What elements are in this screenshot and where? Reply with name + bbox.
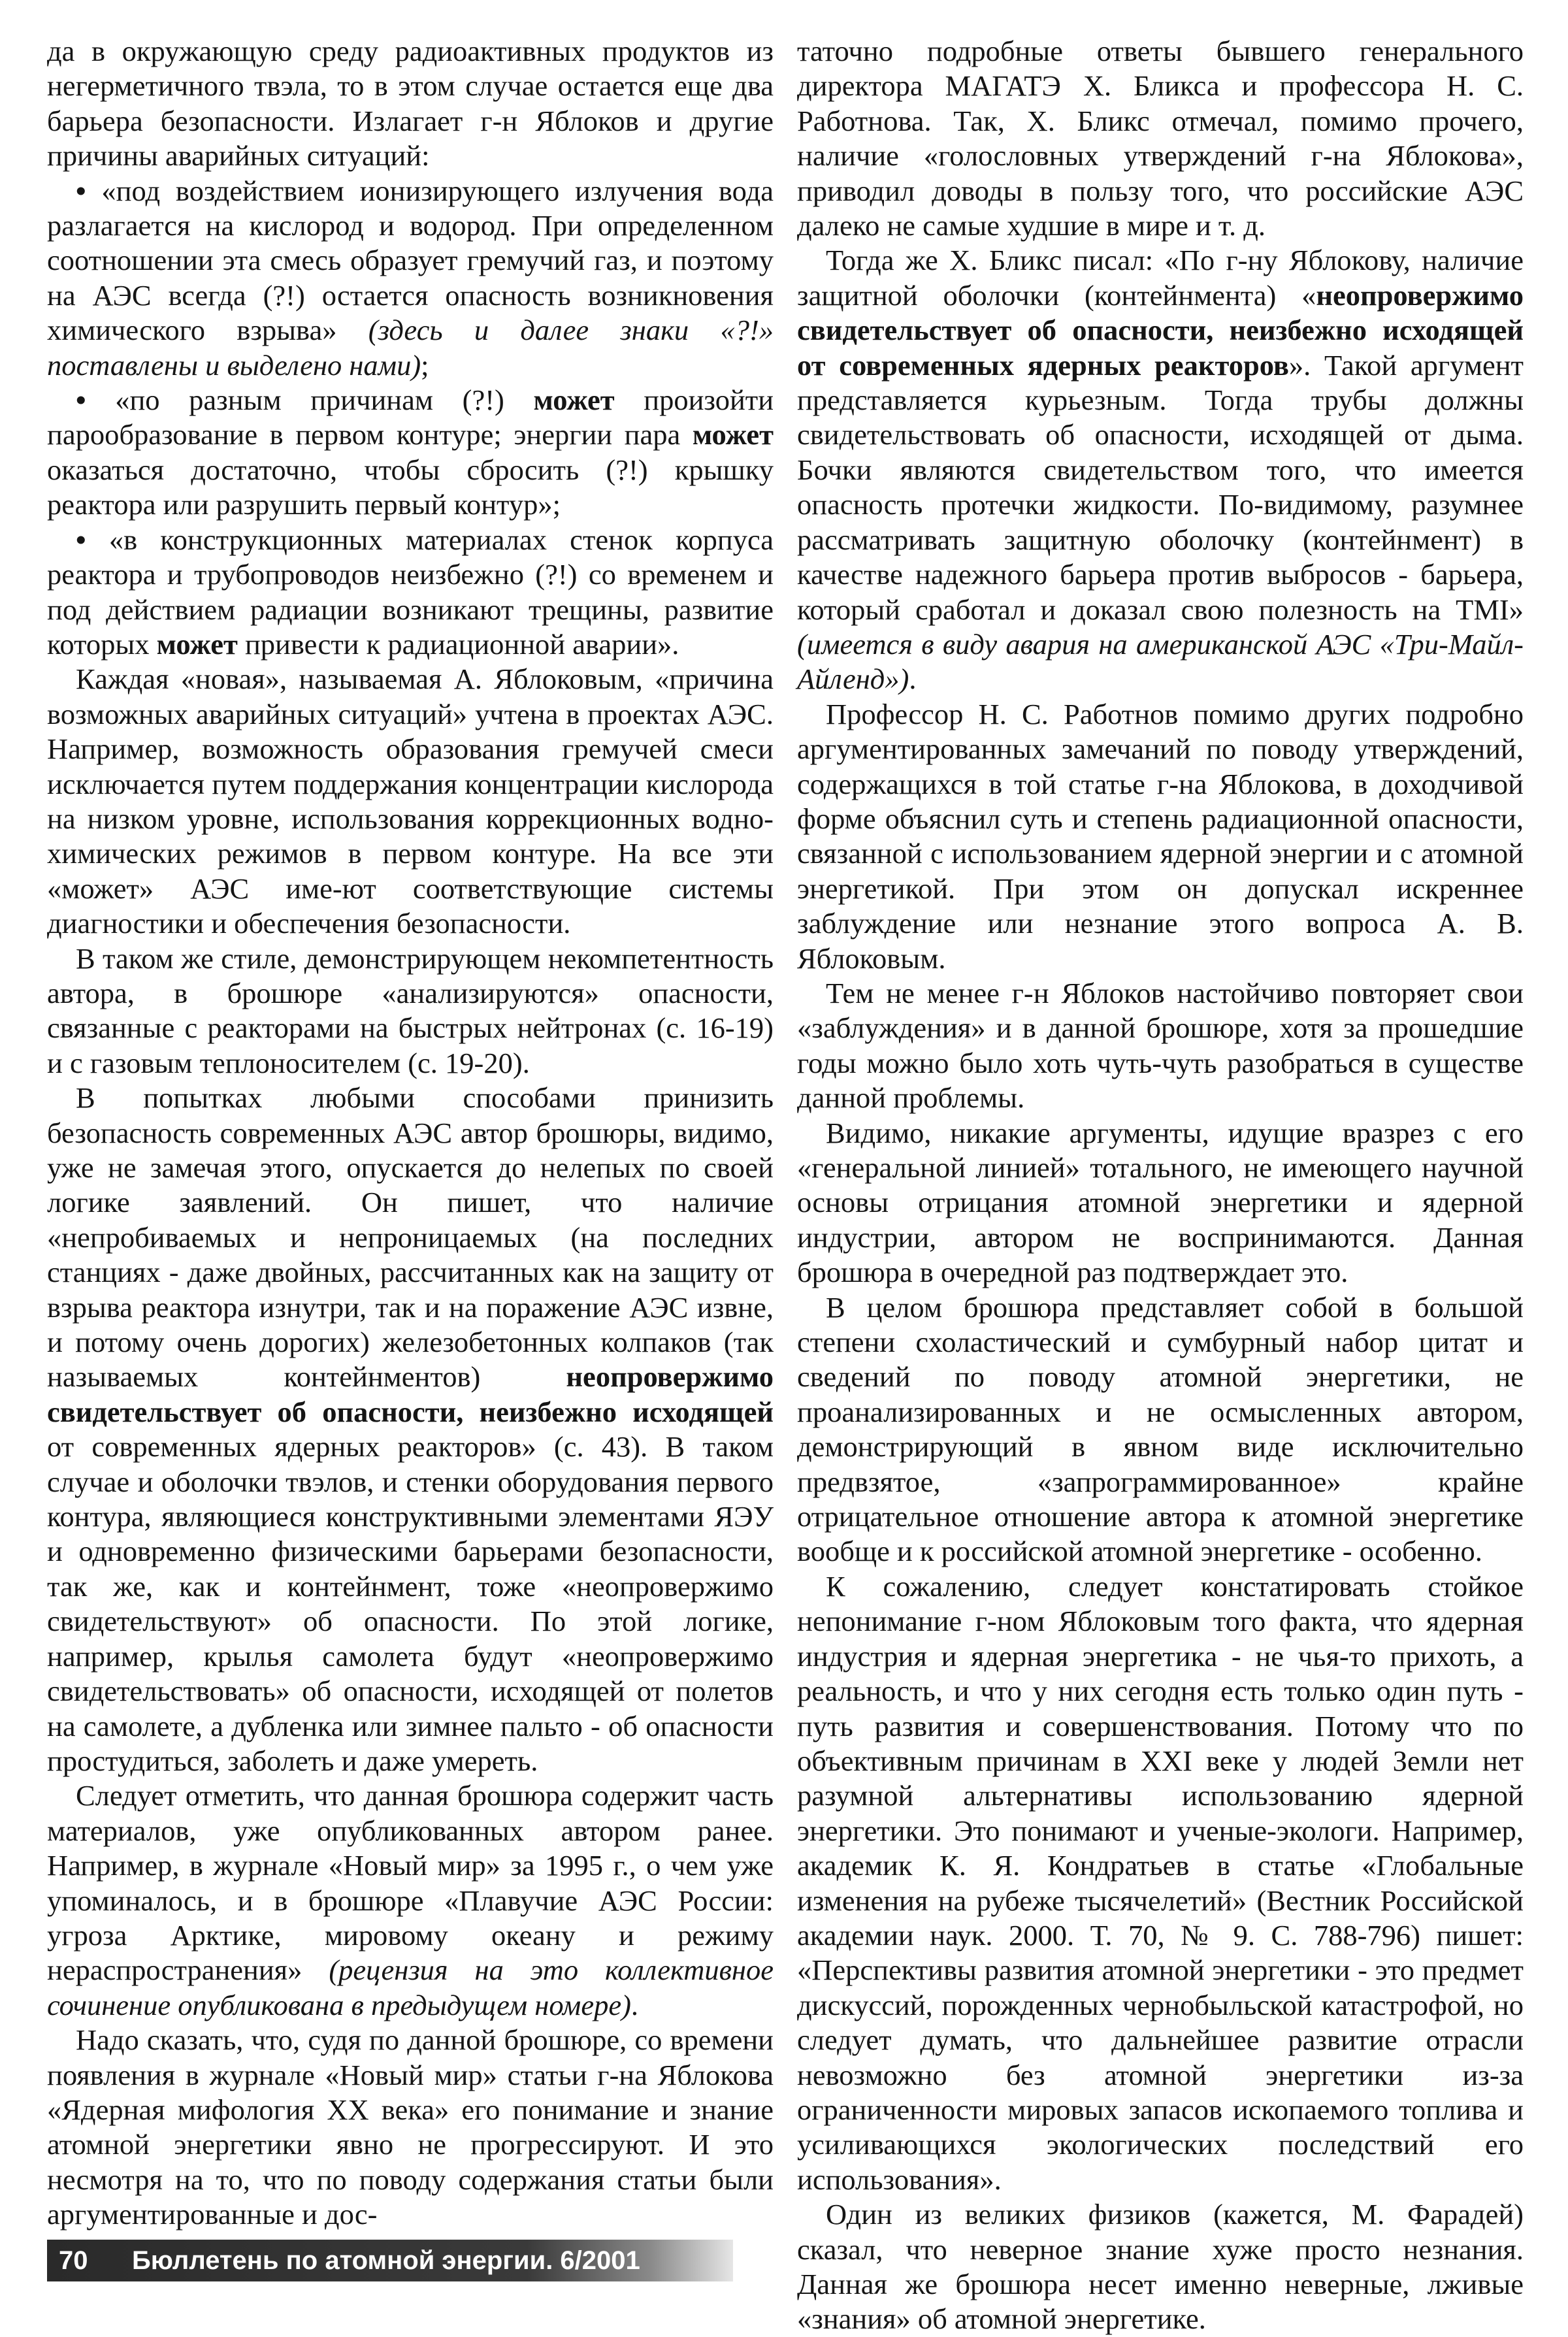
paragraph: Тем не менее г-н Яблоков настойчиво повторяет свои «заблуждения» и в данной брошюре, хотя за прошедшие годы можно было хоть чуть-чуть разобраться в существе данной проблемы. bbox=[797, 976, 1524, 1115]
paragraph: да в окружающую среду радиоактивных продуктов из негерметичного твэла, то в этом случае остается еще два барьера безопасности. Излагает г-н Яблоков и другие причины аварийных ситуаций: bbox=[47, 35, 774, 172]
paragraph: Каждая «новая», называемая А. Яблоковым, «причина возможных аварийных ситуаций» учтена в проектах АЭС. Например, возможность образования гремучей смеси исключается путем поддержания концентрации кислорода на низком уровне, использования коррекционных водно-химических режимов в первом контуре. На все эти «может» АЭС име-ют соответствующие системы диагностики и обеспечения безопасности. bbox=[47, 662, 774, 940]
paragraph: К сожалению, следует констатировать стойкое непонимание г-ном Яблоковым того факта, что ядерная индустрия и ядерная энергетика - не чья-то прихоть, а реальность, и что у них сегодня есть только один путь - путь развития и совершенствования. Потому что по объективным причинам в XXI веке у людей Земли нет разумной альтернативы использованию ядерной энергетики. Это понимают и ученые-экологи. Например, академик К. Я. Кондратьев в статье «Глобальные изменения на рубеже тысячелетий» (Вестник Российской академии наук. 2000. Т. 70, № 9. С. 788-796) пишет: «Перспективы развития атомной энергетики - это предмет дискуссий, порожденных чернобыльской катастрофой, но следует думать, что дальнейшее развитие отрасли невозможно без атомной энергетики из-за ограниченности мировых запасов ископаемого топлива и усиливающихся экологических последствий его использования». bbox=[797, 1569, 1524, 2196]
paragraph: Профессор Н. С. Работнов помимо других подробно аргументированных замечаний по поводу утверждений, содержащихся в той статье г-на Яблокова, в доходчивой форме объяснил суть и степень радиационной опасности, связанной с использованием ядерной энергии и с атомной энергетикой. При этом он допускал искреннее заблуждение или незнание этого вопроса А. В. Яблоковым. bbox=[797, 697, 1524, 975]
bullet-item: • «в конструкционных материалах стенок корпуса реактора и трубопроводов неизбежно (?!) со временем и под действием радиации возникают трещины, развитие которых может привести к радиационной аварии». bbox=[47, 523, 774, 661]
bullet-item: • «по разным причинам (?!) может произойти парообразование в первом контуре; энергии пара может оказаться достаточно, чтобы сбросить (?!) крышку реактора или разрушить первый контур»; bbox=[47, 384, 774, 521]
editor-note: (рецензия на это коллективное сочинение опубликована в предыдущем номере) bbox=[47, 1953, 774, 2021]
bullet-item: • «под воздействием ионизирующего излучения вода разлагается на кислород и водород. При определенном соотношении эта смесь образует гремучий газ, и поэтому на АЭС всегда (?!) остается опасность возникновения химического взрыва» (здесь и далее знаки «?!» поставлены и выделено нами); bbox=[47, 174, 774, 382]
bullet-icon: • bbox=[76, 384, 86, 417]
paragraph: Тогда же Х. Бликс писал: «По г-ну Яблокову, наличие защитной оболочки (контейнмента) «неопровержимо свидетельствует об опасности, неизбежно исходящей от современных ядерных реакторов». Такой аргумент представляется курьезным. Тогда трубы должны свидетельствовать об опасности, исходящей от дыма. Бочки являются свидетельством того, что имеется опасность протечки жидкости. По-видимому, разумнее рассматривать защитную оболочку (контейнмент) в качестве надежного барьера против выбросов - барьера, который сработал и доказал свою полезность на TMI» (имеется в виду авария на американской АЭС «Три-Майл-Айленд»). bbox=[797, 244, 1524, 696]
left-column bbox=[47, 34, 774, 2232]
paragraph: Видимо, никакие аргументы, идущие вразрез с его «генеральной линией» тотального, не имеющего научной основы отрицания атомной энергетики и ядерной индустрии, автором не воспринимаются. Данная брошюра в очередной раз подтверждает это. bbox=[797, 1116, 1524, 1289]
editor-note: (имеется в виду авария на американской АЭС «Три-Майл-Айленд») bbox=[797, 627, 1524, 696]
journal-title: Бюллетень по атомной энергии. 6/2001 bbox=[132, 2246, 640, 2275]
page-footer bbox=[47, 2240, 733, 2281]
right-column bbox=[797, 34, 1524, 2337]
paragraph: В попытках любыми способами принизить безопасность современных АЭС автор брошюры, видимо, уже не замечая этого, опускается до нелепых по своей логике заявлений. Он пишет, что наличие «непробиваемых и непроницаемых (на последних станциях - даже двойных, рассчитанных как на защиту от взрыва реактора изнутри, так и на поражение АЭС извне, и потому очень дорогих) железобетонных колпаков (так называемых контейнментов) неопровержимо свидетельствует об опасности, неизбежно исходящей от современных ядерных реакторов» (с. 43). В таком случае и оболочки твэлов, и стенки оборудования первого контура, являющиеся конструктивными элементами ЯЭУ и одновременно физическими барьерами безопасности, так же, как и контейнмент, тоже «неопровержимо свидетельствуют» об опасности. По этой логике, например, крылья самолета будут «неопровержимо свидетельствовать» об опасности, исходящей от полетов на самолете, а дубленка или зимнее пальто - об опасности простудиться, заболеть и даже умереть. bbox=[47, 1081, 774, 1777]
emphasis: может bbox=[692, 418, 774, 451]
page-number: 70 bbox=[59, 2246, 88, 2275]
paragraph: Один из великих физиков (кажется, М. Фарадей) сказал, что неверное знание хуже просто незнания. Данная же брошюра несет именно неверные, лживые «знания» об атомной энергетике. bbox=[797, 2198, 1524, 2336]
bullet-icon: • bbox=[76, 523, 86, 556]
emphasis: неопровержимо свидетельствует об опасности, неизбежно исходящей от современных ядерных реакторов bbox=[797, 278, 1524, 382]
paragraph: Следует отметить, что данная брошюра содержит часть материалов, уже опубликованных автором ранее. Например, в журнале «Новый мир» за 1995 г., о чем уже упоминалось, и в брошюре «Плавучие АЭС России: угроза Арктике, мировому океану и режиму нераспространения» (рецензия на это коллективное сочинение опубликована в предыдущем номере). bbox=[47, 1779, 774, 2021]
emphasis: неопровержимо свидетельствует об опасности, неизбежно исходящей bbox=[47, 1360, 774, 1428]
emphasis: может bbox=[156, 627, 238, 661]
bullet-icon: • bbox=[76, 174, 86, 207]
paragraph: В целом брошюра представляет собой в большой степени схоластический и сумбурный набор цитат и сведений по поводу атомной энергетики, не проанализированных и не осмысленных автором, демонстрирующий в явном виде исключительно предвзятое, «запрограммированное» крайне отрицательное отношение автора к атомной энергетике вообще и к российской атомной энергетике - особенно. bbox=[797, 1290, 1524, 1568]
emphasis: может bbox=[533, 384, 615, 417]
paragraph: Надо сказать, что, судя по данной брошюре, со времени появления в журнале «Новый мир» статьи г-на Яблокова «Ядерная мифология XX века» его понимание и знание атомной энергетики явно не прогрессируют. И это несмотря на то, что по поводу содержания статьи были аргументированные и дос- bbox=[47, 2023, 774, 2231]
paragraph: таточно подробные ответы бывшего генерального директора МАГАТЭ Х. Бликса и профессора Н. С. Работнова. Так, Х. Бликс отмечал, помимо прочего, наличие «голословных утверждений г-на Яблокова», приводил доводы в пользу того, что российские АЭС далеко не самые худшие в мире и т. д. bbox=[797, 35, 1524, 242]
paragraph: В таком же стиле, демонстрирующем некомпетентность автора, в брошюре «анализируются» опасности, связанные с реакторами на быстрых нейтронах (с. 16-19) и с газовым теплоносителем (с. 19-20). bbox=[47, 941, 774, 1079]
editor-note: (здесь и далее знаки «?!» поставлены и выделено нами) bbox=[47, 314, 774, 382]
